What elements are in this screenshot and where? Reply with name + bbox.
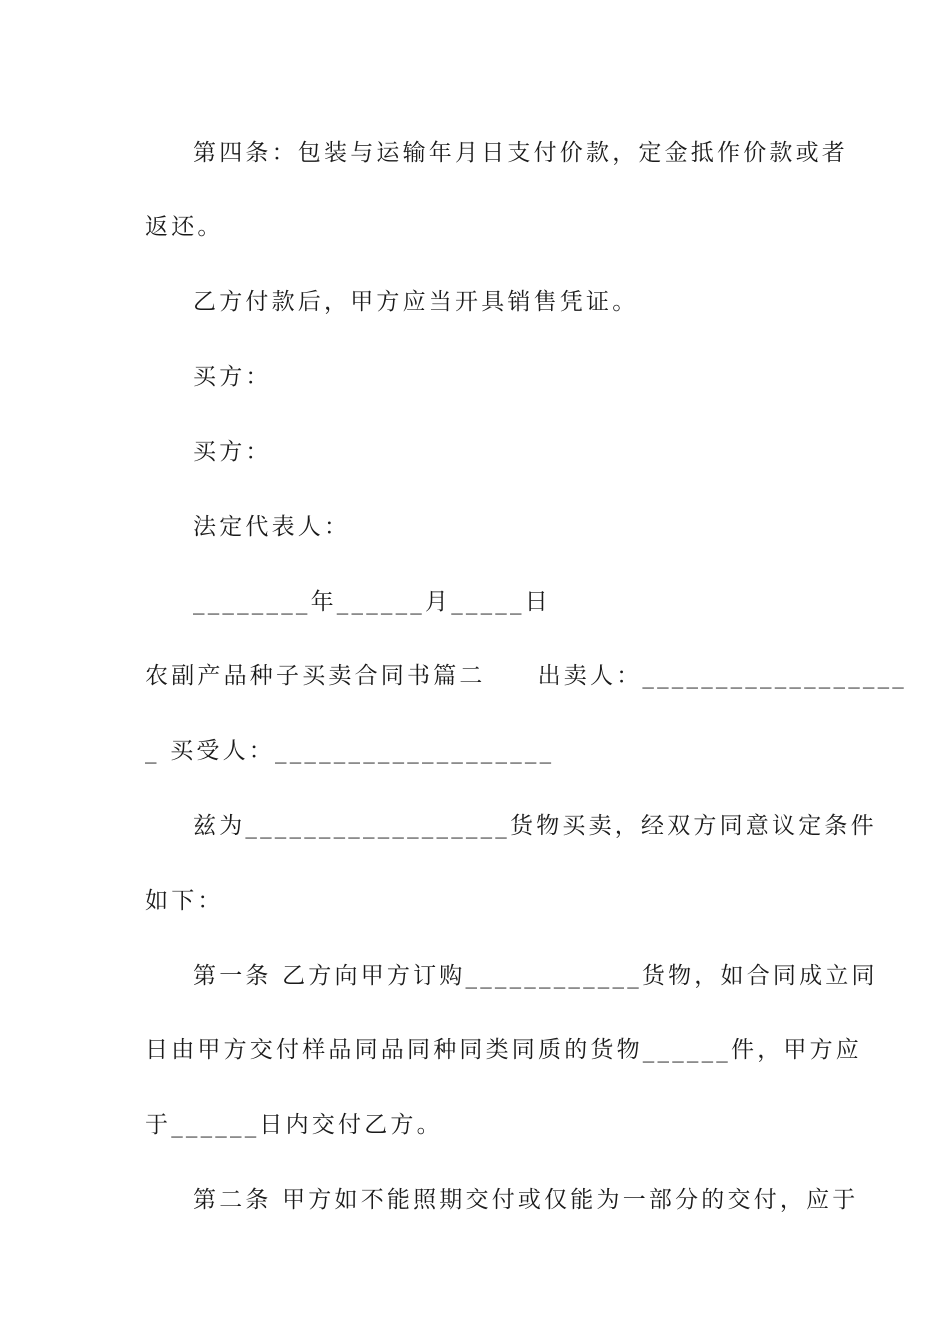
paragraph-line: 日由甲方交付样品同品同种同类同质的货物______件，甲方应 (145, 1037, 862, 1063)
legal-representative-label: 法定代表人： (193, 514, 351, 540)
section-heading-line (145, 661, 908, 691)
paragraph-line: 于______日内交付乙方。 (145, 1112, 443, 1138)
paragraph-line: 返还。 (145, 214, 224, 240)
buyer-field-line: _ 买受人：___________________ (145, 738, 555, 764)
section-title: 农副产品种子买卖合同书篇二 (145, 663, 486, 689)
article-two-line: 第二条 甲方如不能照期交付或仅能为一部分的交付，应于 (193, 1187, 859, 1213)
paragraph-line: 第四条：包装与运输年月日支付价款，定金抵作价款或者 (193, 140, 848, 166)
buyer-label: 买方： (193, 439, 272, 465)
buyer-label: 买方： (193, 364, 272, 390)
paragraph-line: 乙方付款后，甲方应当开具销售凭证。 (193, 289, 639, 315)
paragraph-line: 如下： (145, 888, 224, 914)
seller-field: 出卖人：__________________ (537, 663, 908, 689)
article-one-line: 第一条 乙方向甲方订购____________货物，如合同成立同 (193, 963, 878, 989)
date-line: ________年______月_____日 (193, 589, 551, 615)
paragraph-line: 兹为__________________货物买卖，经双方同意议定条件 (193, 813, 877, 839)
